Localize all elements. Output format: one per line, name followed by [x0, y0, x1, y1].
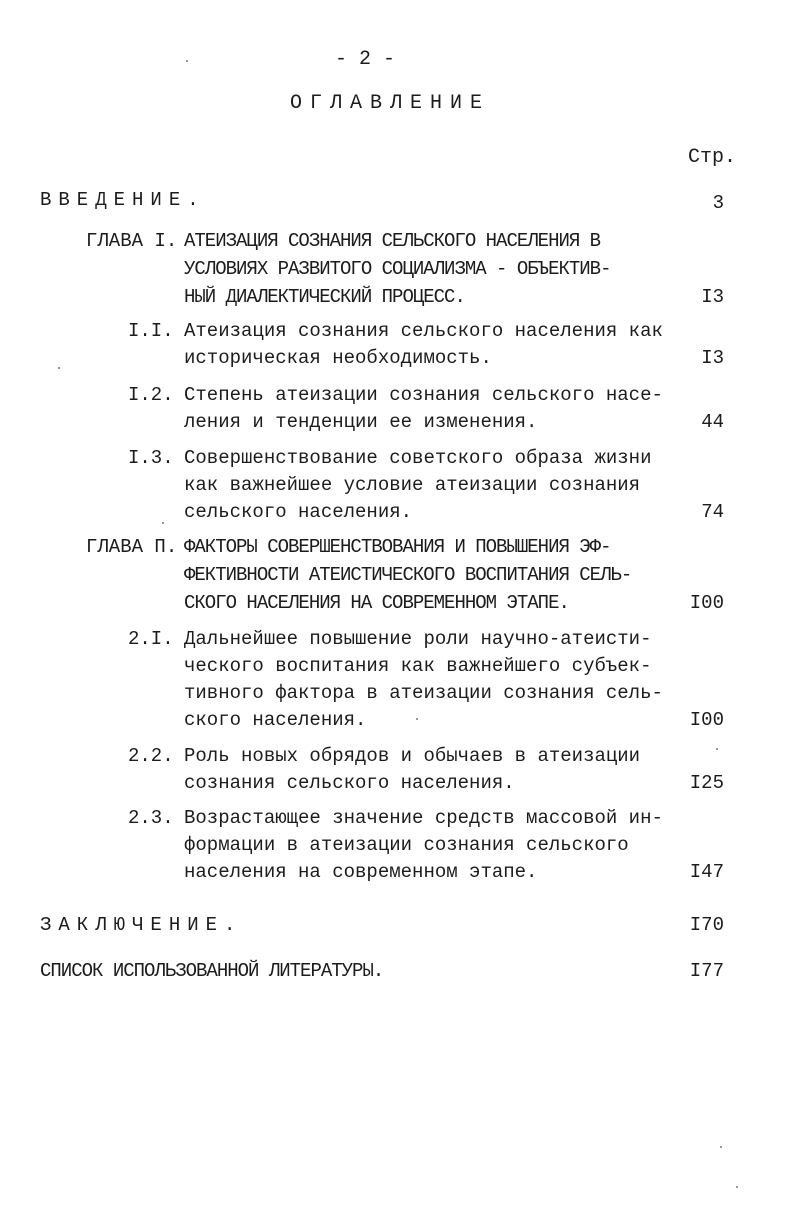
section-1-1-line-2: историческая необходимость. — [184, 347, 492, 369]
section-1-3-line-3: сельского населения. — [184, 501, 413, 523]
section-1-2-number: I.2. — [128, 384, 174, 406]
scan-speck — [716, 748, 718, 750]
section-2-1-page: I00 — [689, 709, 724, 731]
scan-speck — [186, 60, 188, 62]
chapter-2-page: I00 — [689, 592, 724, 614]
section-1-3-line-2: как важнейшее условие атеизации сознания — [184, 474, 641, 496]
document-title: ОГЛАВЛЕНИЕ — [289, 92, 491, 115]
section-1-3-line-1: Совершенствование советского образа жизни — [184, 447, 652, 469]
section-2-1-line-2: ческого воспитания как важнейшего субъек- — [184, 655, 652, 677]
scan-speck — [162, 522, 164, 524]
section-1-3-page: 74 — [701, 501, 724, 523]
scan-speck — [58, 367, 60, 369]
chapter-1-title-line-3: НЫЙ ДИАЛЕКТИЧЕСКИЙ ПРОЦЕСС. — [184, 286, 465, 308]
scan-speck — [416, 718, 418, 720]
chapter-1-title-line-2: УСЛОВИЯХ РАЗВИТОГО СОЦИАЛИЗМА - ОБЪЕКТИВ- — [184, 258, 611, 280]
section-2-1-line-1: Дальнейшее повышение роли научно-атеисти- — [184, 628, 652, 650]
section-2-2-line-2: сознания сельского населения. — [184, 772, 515, 794]
chapter-1-title-line-1: АТЕИЗАЦИЯ СОЗНАНИЯ СЕЛЬСКОГО НАСЕЛЕНИЯ В — [184, 230, 601, 252]
section-2-3-line-1: Возрастающее значение средств массовой ин- — [184, 807, 663, 829]
chapter-1-page: I3 — [701, 286, 724, 308]
chapter-2-title-line-1: ФАКТОРЫ СОВЕРШЕНСТВОВАНИЯ И ПОВЫШЕНИЯ ЭФ- — [184, 536, 611, 558]
section-1-3-number: I.3. — [128, 447, 174, 469]
section-2-3-page: I47 — [689, 861, 724, 883]
bibliography-page: I77 — [689, 960, 724, 982]
conclusion-page: I70 — [689, 914, 724, 936]
bibliography-label: СПИСОК ИСПОЛЬЗОВАННОЙ ЛИТЕРАТУРЫ. — [40, 960, 384, 982]
section-2-2-number: 2.2. — [128, 745, 174, 767]
section-2-1-line-3: тивного фактора в атеизации сознания сель- — [184, 682, 663, 704]
section-1-1-number: I.I. — [128, 320, 174, 342]
section-2-2-line-1: Роль новых обрядов и обычаев в атеизации — [184, 745, 641, 767]
scan-speck — [720, 1146, 722, 1148]
introduction-page: 3 — [712, 192, 724, 214]
section-1-1-line-1: Атеизация сознания сельского населения как — [184, 320, 663, 342]
introduction-label: ВВЕДЕНИЕ. — [40, 189, 206, 211]
section-1-2-page: 44 — [701, 411, 724, 433]
section-2-1-number: 2.I. — [128, 628, 174, 650]
chapter-2-prefix: ГЛАВА П. — [86, 536, 178, 558]
page-number: - 2 - — [334, 48, 395, 71]
section-2-3-number: 2.3. — [128, 807, 174, 829]
conclusion-label: ЗАКЛЮЧЕНИЕ. — [40, 914, 243, 936]
section-2-3-line-3: населения на современном этапе. — [184, 861, 538, 883]
chapter-2-title-line-3: СКОГО НАСЕЛЕНИЯ НА СОВРЕМЕННОМ ЭТАПЕ. — [184, 592, 569, 614]
section-1-2-line-1: Степень атеизации сознания сельского насе- — [184, 384, 663, 406]
section-2-2-page: I25 — [689, 772, 724, 794]
scan-speck — [736, 1186, 738, 1188]
page-column-header: Стр. — [688, 146, 737, 169]
chapter-1-prefix: ГЛАВА I. — [86, 230, 178, 252]
section-2-3-line-2: формации в атеизации сознания сельского — [184, 834, 629, 856]
section-1-2-line-2: ления и тенденции ее изменения. — [184, 411, 538, 433]
chapter-2-title-line-2: ФЕКТИВНОСТИ АТЕИСТИЧЕСКОГО ВОСПИТАНИЯ СЕЛЬ- — [184, 564, 632, 586]
section-1-1-page: I3 — [701, 347, 724, 369]
section-2-1-line-4: ского населения. — [184, 709, 367, 731]
